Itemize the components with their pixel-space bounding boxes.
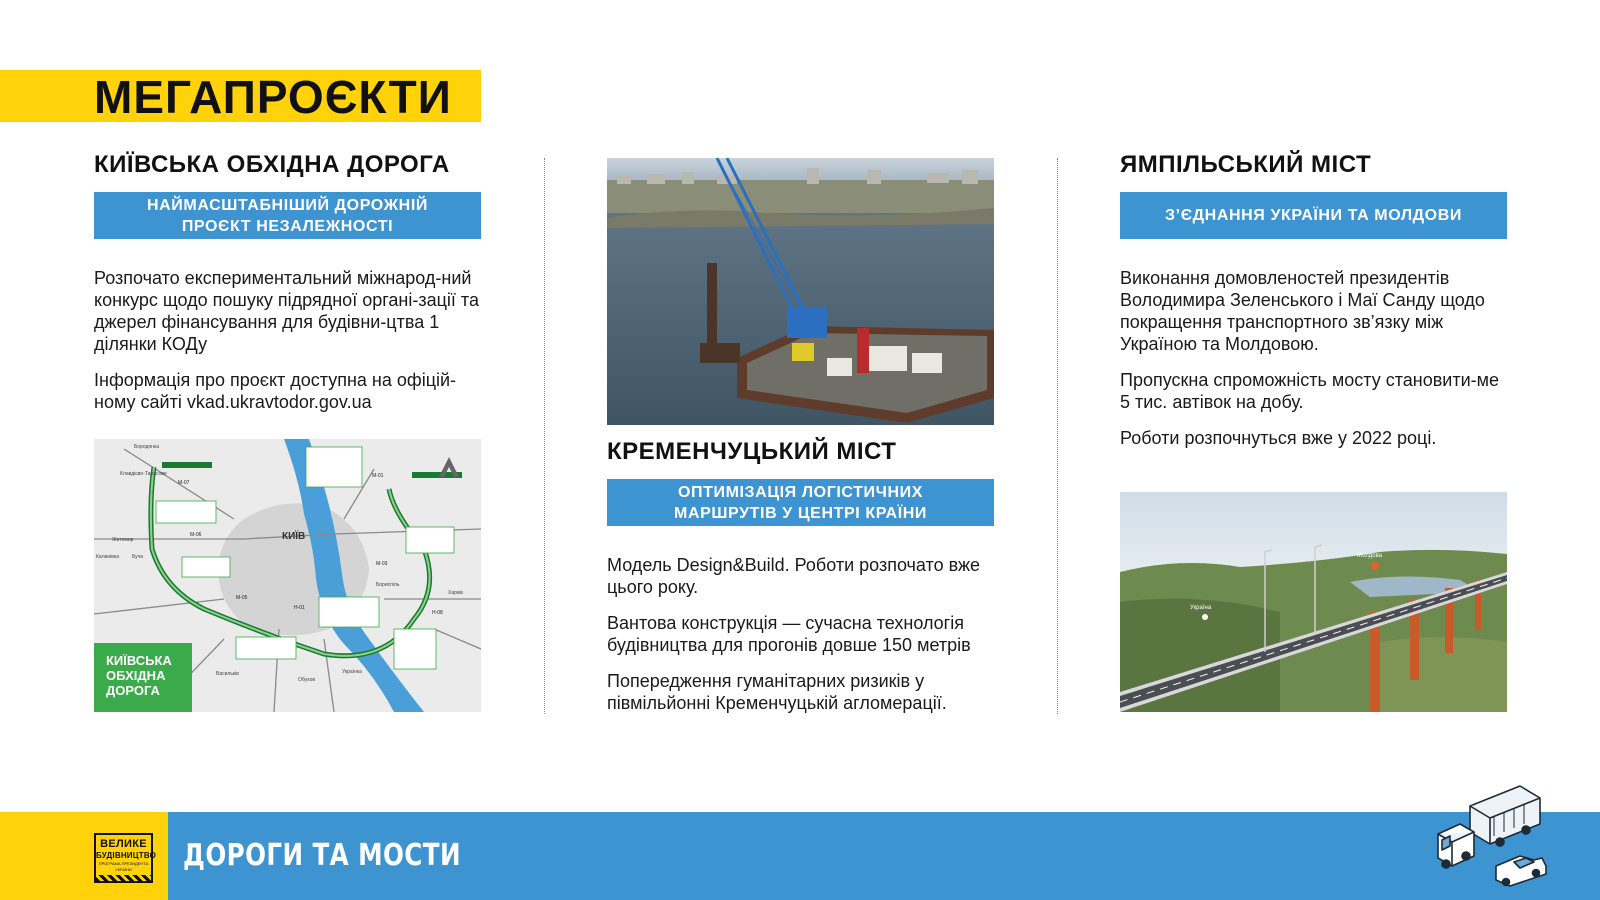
map-town-label: Калинівка [96, 554, 120, 560]
map-town-label: Обухов [298, 677, 316, 683]
map-badge-line2: ОБХІДНА [106, 668, 166, 683]
kremenchuk-construction-photo [607, 158, 994, 425]
kyiv-road-banner-line2: ПРОЄКТ НЕЗАЛЕЖНОСТІ [181, 217, 394, 235]
column-divider [544, 158, 545, 714]
logo-line3: ПРОГРАМА ПРЕЗИДЕНТА УКРАЇНИ [98, 861, 149, 872]
kremenchuk-banner-line1: ОПТИМІЗАЦІЯ ЛОГІСТИЧНИХ [677, 483, 924, 501]
map-city-label: КИЇВ [282, 531, 306, 542]
yampil-paragraph-1: Виконання домовленостей президентів Володимира Зеленського і Маї Санду щодо покращення транспортного зв’язку між Україною та Молдовою. [1120, 268, 1485, 354]
map-town-label: Бучa [132, 554, 144, 560]
map-road-label: М-07 [178, 480, 190, 486]
map-town-label: Бородянка [134, 444, 159, 450]
map-badge [94, 643, 192, 712]
yampil-section [1120, 150, 1507, 449]
render-label-moldova: Молдова [1357, 553, 1383, 559]
map-road-label: М-05 [236, 595, 248, 601]
map-road-label: Н-08 [432, 610, 443, 616]
kremenchuk-paragraph-2: Вантова конструкція — сучасна технологія будівництва для прогонів довше 150 метрів [607, 613, 971, 655]
kyiv-ring-road-map [94, 439, 481, 712]
map-town-label: Бориспіль [376, 582, 400, 588]
yampil-banner [1120, 192, 1507, 239]
page-title: МЕГАПРОЄКТИ [94, 71, 452, 123]
map-badge-line3: ДОРОГА [106, 683, 160, 698]
map-town-label: Житомир [112, 537, 134, 543]
kremenchuk-banner [607, 479, 994, 526]
kremenchuk-paragraph-3: Попередження гуманітарних ризиків у півмільйонні Кременчуцькій агломерації. [607, 671, 947, 713]
yampil-heading: ЯМПІЛЬСЬКИЙ МІСТ [1120, 151, 1372, 178]
kremenchuk-paragraph-1: Модель Design&Build. Роботи розпочато вже цього року. [607, 555, 981, 597]
logo-line1: ВЕЛИКЕ [100, 838, 147, 850]
yampil-bridge-render [1120, 492, 1507, 712]
footer-title: ДОРОГИ ТА МОСТИ [183, 838, 461, 873]
map-town-label: Васильків [216, 671, 239, 677]
yampil-paragraph-3: Роботи розпочнуться вже у 2022 році. [1120, 428, 1437, 448]
map-town-label: Клавдієво-Тарасове [120, 471, 167, 477]
velyke-budivnytstvo-logo [94, 833, 157, 883]
render-label-ukraine: Україна [1190, 605, 1212, 611]
kremenchuk-section [607, 437, 994, 714]
map-road-label: М-01 [372, 473, 384, 479]
map-town-label: Українка [342, 669, 362, 675]
map-badge-line1: КИЇВСЬКА [106, 653, 172, 668]
kremenchuk-heading: КРЕМЕНЧУЦЬКИЙ МІСТ [607, 438, 897, 465]
map-road-label: Н-01 [294, 605, 305, 611]
yampil-banner-text: З’ЄДНАННЯ УКРАЇНИ ТА МОЛДОВИ [1165, 207, 1462, 224]
kyiv-road-banner [94, 192, 481, 239]
map-road-label: М-03 [376, 561, 388, 567]
logo-hazard-stripe [96, 875, 151, 881]
logo-line2: БУДІВНИЦТВО [96, 851, 157, 860]
title-bar [0, 70, 481, 122]
truck-and-car-icon [1430, 776, 1560, 891]
kremenchuk-banner-line2: МАРШРУТІВ У ЦЕНТРІ КРАЇНИ [674, 504, 927, 522]
kyiv-road-paragraph-1: Розпочато експериментальний міжнарод-ний конкурс щодо пошуку підрядної органі-зації та джерел фінансування для будівни-цтва 1 ділянки КОДу [94, 268, 479, 354]
map-road-label: М-06 [190, 532, 202, 538]
map-town-label: Харків [448, 590, 463, 596]
kyiv-road-heading: КИЇВСЬКА ОБХІДНА ДОРОГА [94, 151, 450, 178]
kyiv-road-section [94, 150, 481, 413]
column-divider [1057, 158, 1058, 714]
kyiv-road-banner-line1: НАЙМАСШТАБНІШИЙ ДОРОЖНІЙ [147, 196, 428, 214]
kyiv-road-paragraph-2: Інформація про проєкт доступна на офіцій-ному сайті vkad.ukravtodor.gov.ua [94, 370, 457, 412]
yampil-paragraph-2: Пропускна спроможність мосту становити-ме 5 тис. автівок на добу. [1120, 370, 1500, 412]
